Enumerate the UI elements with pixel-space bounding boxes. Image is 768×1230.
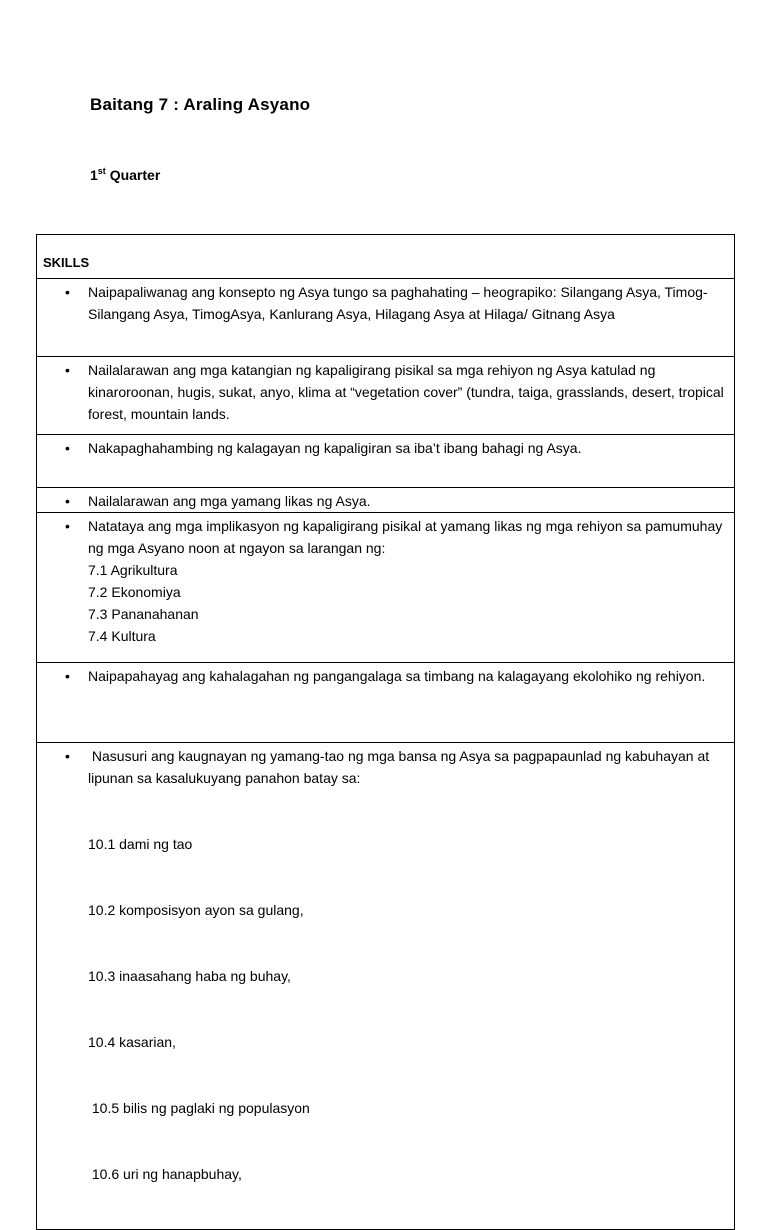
quarter-suffix: st [97,166,106,176]
list-item: 7.2 Ekonomiya [88,584,181,600]
skill-cell-1 [37,279,735,357]
skill-cell-7 [37,743,735,1230]
skill-cell-3 [37,435,735,488]
skill-cell-4 [37,488,735,513]
skill-text-1: Naipapaliwanag ang konsepto ng Asya tungo sa paghahating – heograpiko: Silangang Asya, Timog-Silangang Asya, TimogAsya, Kanlurang Asya, Hilagang Asya at Hilaga/ Gitnang Asya [88,284,708,322]
list-item: 7.4 Kultura [88,628,156,644]
skill-text-2: Nailalarawan ang mga katangian ng kapaligirang pisikal sa mga rehiyon ng Asya katulad ng kinaroroonan, hugis, sukat, anyo, klima at “vegetation cover” (tundra, taiga, grasslands, desert, tropical forest, mountain lands. [88,362,724,422]
bullet-icon: • [65,493,70,509]
list-item: 7.1 Agrikultura [88,562,178,578]
table-row [37,488,735,513]
skill-cell-6 [37,663,735,743]
skill-text-7: Nasusuri ang kaugnayan ng yamang-tao ng mga bansa ng Asya sa pagpapaunlad ng kabuhayan at lipunan sa kasalukuyang panahon batay sa: [88,748,714,786]
list-item: 10.5 bilis ng paglaki ng populasyon [88,1100,310,1116]
list-item: 10.4 kasarian, [88,1034,176,1050]
table-row [37,435,735,488]
quarter-heading [90,167,160,183]
sub-list-7 [88,789,726,1229]
table-header-row [37,235,735,279]
skills-header: SKILLS [37,235,735,279]
table-row [37,743,735,1230]
skill-cell-5 [37,513,735,663]
bullet-icon: • [65,440,70,456]
table-row [37,513,735,663]
bullet-icon: • [65,668,70,684]
bullet-icon: • [65,518,70,534]
list-item: 10.2 komposisyon ayon sa gulang, [88,902,304,918]
bullet-icon: • [65,362,70,378]
skill-cell-2 [37,357,735,435]
table-row [37,663,735,743]
list-item: 10.1 dami ng tao [88,836,193,852]
skill-text-3: Nakapaghahambing ng kalagayan ng kapaligiran sa iba’t ibang bahagi ng Asya. [88,440,582,456]
list-item: 10.3 inaasahang haba ng buhay, [88,968,291,984]
list-item: 10.6 uri ng hanapbuhay, [88,1166,242,1182]
skill-text-6: Naipapahayag ang kahalagahan ng pangangalaga sa timbang na kalagayang ekolohiko ng rehiyon. [88,668,706,684]
table-row [37,357,735,435]
quarter-number: 1 [90,167,98,183]
quarter-label: Quarter [105,167,161,183]
skills-table [36,234,735,1230]
table-row [37,279,735,357]
skill-text-5: Natataya ang mga implikasyon ng kapaligirang pisikal at yamang likas ng mga rehiyon sa pamumuhay ng mga Asyano noon at ngayon sa larangan ng: [88,518,723,556]
bullet-icon: • [65,748,70,764]
document-title: Baitang 7 : Araling Asyano [90,95,311,114]
bullet-icon: • [65,284,70,300]
sub-list-5 [88,559,726,647]
list-item: 7.3 Pananahanan [88,606,199,622]
skill-text-4: Nailalarawan ang mga yamang likas ng Asya. [88,493,371,509]
